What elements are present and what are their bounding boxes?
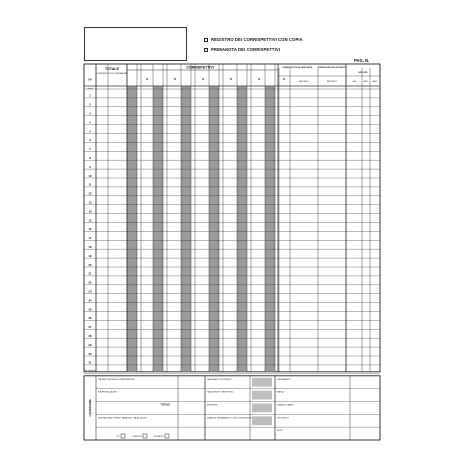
header-corrispettivi: CORRISPETTIVI: [186, 65, 214, 70]
header-pct-3: %: [201, 78, 205, 81]
shaded-column-4: [209, 86, 219, 372]
day-6: 6: [89, 138, 91, 143]
day-25: 25: [88, 307, 92, 312]
day-23: 23: [88, 289, 92, 294]
day-15: 15: [88, 218, 92, 223]
option-primanota-label: PRIMANOTA DEI CORRISPETTIVI: [211, 47, 281, 52]
footer-left-1: IVA PER CESSIONI E PRESTAZIONI: [98, 378, 135, 381]
shaded-column-6: [265, 86, 275, 372]
day-8: 8: [89, 156, 91, 160]
day-26: 26: [88, 316, 92, 321]
footer-right-2: BANCA: [277, 391, 284, 394]
shaded-column-2: [153, 86, 163, 372]
footer-right-1: VERSAMENTO: [277, 378, 291, 381]
header-iva: IVA: [352, 81, 356, 83]
header-ventilazione: CORRISPETTIVI DA VENTILARE: [281, 67, 313, 69]
footer-right-4: SPORTELLO: [277, 417, 289, 420]
footer-checkbox-3: [165, 434, 169, 438]
footer-mid-2: IVA A CREDITO MESE PREC.: [207, 391, 235, 394]
header-totale: TOTALE: [104, 67, 120, 71]
day-14: 14: [88, 209, 92, 214]
day-29: 29: [88, 342, 92, 347]
header-pct-6: %: [282, 78, 286, 81]
header-pct-5: %: [257, 78, 261, 81]
day-21: 21: [88, 271, 92, 276]
day-20: 20: [88, 262, 92, 267]
footer-frame: [84, 376, 380, 440]
day-27: 27: [88, 325, 92, 330]
header-imposta: IMPOSTA: [358, 72, 368, 74]
footer-mid-4: DATA DEL VERSAMENTO DI LA CONCESSIONE: [207, 417, 252, 420]
shaded-column-3: [181, 86, 191, 372]
day-13: 13: [88, 200, 92, 205]
header-giorno: gg: [88, 78, 92, 81]
footer-totale: TOTALE: [160, 403, 170, 407]
totals-label: Tot. riportare: [84, 369, 96, 372]
footer-mid-box-4: [252, 416, 272, 425]
day-2: 2: [89, 102, 91, 107]
footer-check-1: C/C: [116, 436, 120, 438]
shaded-column-1: [127, 86, 137, 372]
header-art-1: ART.: [363, 81, 369, 83]
footer-check-2: CREDITO: [132, 436, 142, 438]
day-31: 31: [88, 360, 92, 365]
header-pct-2: %: [173, 78, 177, 81]
day-9: 9: [89, 164, 91, 169]
riporto-label: riporto: [87, 88, 93, 90]
footer-mid-box-1: [252, 378, 272, 387]
header-operazioni: OPERAZIONI NON SOGGETTE: [317, 67, 347, 69]
day-11: 11: [88, 182, 92, 187]
day-10: 10: [88, 173, 92, 178]
day-3: 3: [89, 111, 91, 116]
day-17: 17: [88, 236, 92, 241]
footer-mid-box-3: [252, 403, 272, 412]
footer-checkbox-2: [143, 434, 147, 438]
day-18: 18: [88, 245, 92, 249]
day-12: 12: [88, 191, 92, 196]
day-7: 7: [89, 147, 91, 152]
liquidazione-label: LIQUIDAZIONE: [89, 399, 92, 417]
day-28: 28: [88, 334, 92, 338]
header-art-2: ART.: [372, 81, 378, 83]
footer-check-3: A DEBITO: [153, 436, 164, 438]
header-importo-1: IMPORTO: [298, 81, 310, 83]
day-1: 1: [89, 93, 91, 98]
header-totale-sub: CORRISPETTIVI GIORNALIERI: [96, 73, 128, 75]
footer-mid-1: IVA A DEBITO / A CREDITO: [207, 378, 232, 381]
day-16: 16: [88, 227, 92, 232]
day-5: 5: [89, 129, 91, 134]
page-number-label: PAG. N.: [354, 58, 370, 63]
footer-mid-box-2: [252, 391, 272, 400]
shaded-column-5: [237, 86, 247, 372]
footer-right-3: DATA ATTO ANNO: [277, 404, 294, 407]
day-19: 19: [88, 253, 92, 258]
header-importo-2: IMPORTO: [326, 81, 338, 83]
day-4: 4: [89, 120, 91, 125]
option-registro-label: REGISTRO DEI CORRISPETTIVI CON COPIA: [211, 37, 303, 42]
header-pct-1: %: [145, 78, 149, 81]
footer-right-5: EURO: [277, 430, 283, 433]
day-22: 22: [88, 280, 92, 285]
day-24: 24: [88, 298, 92, 303]
footer-left-2: IVA PER ACQUISTI: [98, 391, 118, 394]
footer-checkbox-1: [121, 434, 125, 438]
day-30: 30: [88, 351, 92, 356]
header-pct-4: %: [229, 78, 233, 81]
footer-left-3: DETRAZIONE FORFETTARIA DEL IVA ACQUISTI: [98, 417, 148, 420]
footer-mid-3: INTERESSI: [207, 404, 218, 407]
